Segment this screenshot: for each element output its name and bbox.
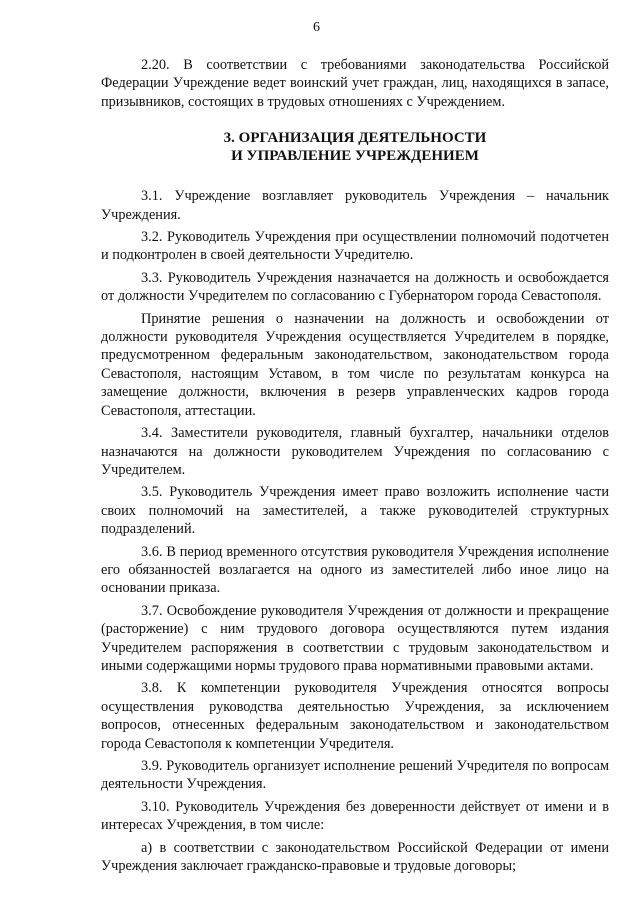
paragraph-3-1: 3.1. Учреждение возглавляет руководитель Учреждения – начальник Учреждения. [101, 188, 609, 223]
section-title-line-1: 3. ОРГАНИЗАЦИЯ ДЕЯТЕЛЬНОСТИ [223, 130, 487, 147]
paragraph-3-10-a: а) в соответствии с законодательством Российской Федерации от имени Учреждения заключает гражданско-правовые и трудовые договоры; [101, 839, 609, 875]
paragraph-3-2: 3.2. Руководитель Учреждения при осуществлении полномочий подотчетен и подконтролен в своей деятельности Учредителю. [101, 229, 609, 264]
page-number: 6 [313, 20, 320, 35]
paragraph-3-9: 3.9. Руководитель организует исполнение решений Учредителя по вопросам деятельности Учреждения. [101, 758, 609, 793]
paragraph-3-3-decision: Принятие решения о назначении на должность и освобождении от должности руководителя Учреждения осуществляется Учредителем в порядке, предусмотренном федеральным законодательством, законодательством города Севастополя, настоящим Уставом, в том числе по результатам конкурса на замещение должности, включения в резерв управленческих кадров города Севастополя, аттестации. [101, 310, 609, 419]
paragraph-2-20: 2.20. В соответствии с требованиями законодательства Российской Федерации Учреждение ведет воинский учет граждан, лиц, находящихся в запасе, призывников, состоящих в трудовых отношениях с Учреждением. [101, 57, 609, 110]
section-title-line-2: И УПРАВЛЕНИЕ УЧРЕЖДЕНИЕМ [231, 148, 479, 165]
paragraph-3-7: 3.7. Освобождение руководителя Учреждения от должности и прекращение (расторжение) с ним трудового договора осуществляются путем издания Учредителем распоряжения в соответствии с трудовым законодательством и иными содержащими нормы трудового права нормативными правовыми актами. [101, 602, 609, 674]
section-title [101, 129, 609, 165]
paragraph-3-4: 3.4. Заместители руководителя, главный бухгалтер, начальники отделов назначаются на должности руководителем Учреждения по согласованию с Учредителем. [101, 425, 609, 478]
paragraph-3-8: 3.8. К компетенции руководителя Учреждения относятся вопросы осуществления руководства деятельностью Учреждения, за исключением вопросов, отнесенных федеральным законодательством и законодательством города Севастополя к компетенции Учредителя. [101, 680, 609, 752]
paragraph-3-5: 3.5. Руководитель Учреждения имеет право возложить исполнение части своих полномочий на заместителей, а также руководителей структурных подразделений. [101, 484, 609, 538]
paragraph-3-10: 3.10. Руководитель Учреждения без доверенности действует от имени и в интересах Учреждения, в том числе: [101, 798, 609, 834]
paragraph-3-6: 3.6. В период временного отсутствия руководителя Учреждения исполнение его обязанностей возлагается на одного из заместителей либо иное лицо на основании приказа. [101, 543, 609, 597]
paragraph-3-3: 3.3. Руководитель Учреждения назначается на должность и освобождается от должности Учредителем по согласованию с Губернатором города Севастополя. [101, 269, 609, 305]
document-body [101, 56, 609, 879]
